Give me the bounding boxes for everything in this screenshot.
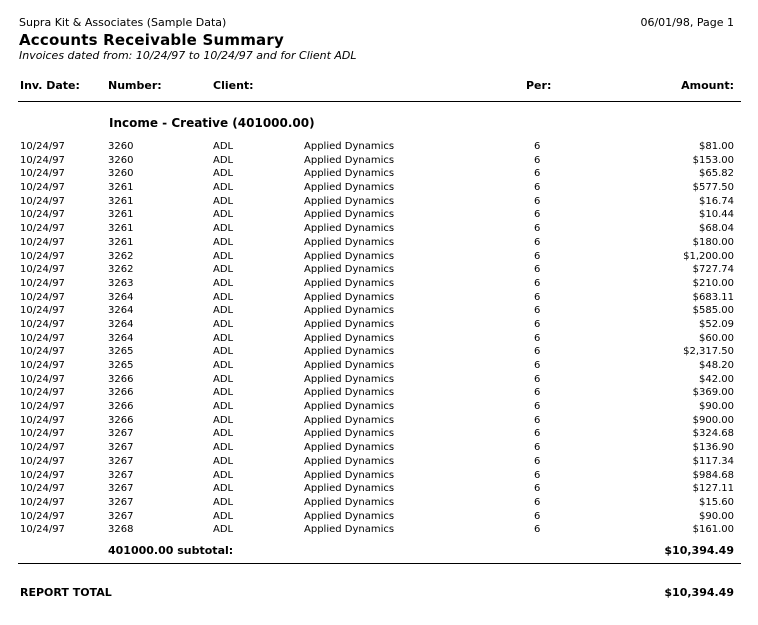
invoice-date: 10/24/97 <box>20 250 65 262</box>
client-name: Applied Dynamics <box>304 277 395 289</box>
client-code: ADL <box>213 209 234 221</box>
table-row <box>0 181 758 195</box>
client-code: ADL <box>213 264 234 276</box>
invoice-number: 3261 <box>108 223 134 235</box>
period: 6 <box>534 209 541 221</box>
invoice-number: 3260 <box>108 154 134 166</box>
invoice-amount: $1,200.00 <box>683 250 734 262</box>
table-row <box>0 400 758 414</box>
invoice-date: 10/24/97 <box>20 291 65 303</box>
invoice-number: 3266 <box>108 373 134 385</box>
invoice-amount: $727.74 <box>692 264 734 276</box>
table-row <box>0 236 758 250</box>
column-header-amount: Amount: <box>681 79 734 92</box>
invoice-date: 10/24/97 <box>20 305 65 317</box>
period: 6 <box>534 428 541 440</box>
client-code: ADL <box>213 401 234 413</box>
invoice-amount: $10.44 <box>699 209 734 221</box>
invoice-date: 10/24/97 <box>20 428 65 440</box>
client-code: ADL <box>213 291 234 303</box>
table-row <box>0 414 758 428</box>
client-name: Applied Dynamics <box>304 360 395 371</box>
invoice-amount: $127.11 <box>692 483 734 495</box>
invoice-date: 10/24/97 <box>20 483 65 495</box>
table-row <box>0 455 758 469</box>
subtotal-label: 401000.00 subtotal: <box>108 544 234 557</box>
client-name: Applied Dynamics <box>304 483 395 495</box>
table-row <box>0 496 758 510</box>
invoice-date: 10/24/97 <box>20 195 65 207</box>
client-name: Applied Dynamics <box>304 455 395 467</box>
invoice-amount: $42.00 <box>699 373 734 385</box>
client-name: Applied Dynamics <box>304 236 395 248</box>
period: 6 <box>534 373 541 385</box>
client-name: Applied Dynamics <box>304 182 395 194</box>
client-code: ADL <box>213 428 234 440</box>
client-code: ADL <box>213 154 234 166</box>
report-subtitle: Invoices dated from: 10/24/97 to 10/24/97 and for Client ADL <box>19 49 357 62</box>
client-name: Applied Dynamics <box>304 250 395 262</box>
client-name: Applied Dynamics <box>304 305 395 317</box>
invoice-date: 10/24/97 <box>20 442 65 454</box>
invoice-date: 10/24/97 <box>20 318 65 330</box>
client-name: Applied Dynamics <box>304 141 395 152</box>
invoice-date: 10/24/97 <box>20 168 65 180</box>
table-row <box>0 373 758 387</box>
client-code: ADL <box>213 250 234 262</box>
table-row <box>0 510 758 524</box>
invoice-number: 3264 <box>108 332 134 344</box>
table-row <box>0 277 758 291</box>
table-row <box>0 441 758 455</box>
invoice-number: 3260 <box>108 141 134 152</box>
period: 6 <box>534 360 541 371</box>
invoice-number: 3262 <box>108 264 134 276</box>
client-code: ADL <box>213 373 234 385</box>
invoice-number: 3261 <box>108 209 134 221</box>
client-name: Applied Dynamics <box>304 264 395 276</box>
invoice-amount: $900.00 <box>692 414 734 426</box>
invoice-number: 3264 <box>108 305 134 317</box>
invoice-date: 10/24/97 <box>20 277 65 289</box>
table-row <box>0 386 758 400</box>
invoice-amount: $68.04 <box>699 223 734 235</box>
client-code: ADL <box>213 305 234 317</box>
table-row <box>0 291 758 305</box>
client-name: Applied Dynamics <box>304 318 395 330</box>
client-code: ADL <box>213 442 234 454</box>
period: 6 <box>534 469 541 481</box>
client-name: Applied Dynamics <box>304 414 395 426</box>
invoice-date: 10/24/97 <box>20 209 65 221</box>
client-code: ADL <box>213 223 234 235</box>
invoice-date: 10/24/97 <box>20 141 65 152</box>
invoice-number: 3268 <box>108 524 134 536</box>
period: 6 <box>534 154 541 166</box>
client-name: Applied Dynamics <box>304 291 395 303</box>
invoice-date: 10/24/97 <box>20 510 65 522</box>
invoice-number: 3266 <box>108 414 134 426</box>
invoice-number: 3266 <box>108 401 134 413</box>
invoice-amount: $15.60 <box>699 496 734 508</box>
column-header-client: Client: <box>213 79 254 92</box>
client-name: Applied Dynamics <box>304 524 395 536</box>
period: 6 <box>534 496 541 508</box>
invoice-amount: $117.34 <box>692 455 734 467</box>
invoice-date: 10/24/97 <box>20 414 65 426</box>
invoice-amount: $161.00 <box>692 524 734 536</box>
client-code: ADL <box>213 182 234 194</box>
client-name: Applied Dynamics <box>304 496 395 508</box>
header-divider <box>18 101 741 102</box>
invoice-number: 3261 <box>108 195 134 207</box>
table-row <box>0 208 758 222</box>
period: 6 <box>534 401 541 413</box>
invoice-date: 10/24/97 <box>20 182 65 194</box>
client-code: ADL <box>213 510 234 522</box>
section-title: Income - Creative (401000.00) <box>109 116 315 130</box>
invoice-number: 3267 <box>108 442 134 454</box>
period: 6 <box>534 387 541 399</box>
invoice-number: 3267 <box>108 428 134 440</box>
period: 6 <box>534 455 541 467</box>
period: 6 <box>534 483 541 495</box>
invoice-date: 10/24/97 <box>20 264 65 276</box>
client-code: ADL <box>213 195 234 207</box>
invoice-amount: $90.00 <box>699 510 734 522</box>
client-code: ADL <box>213 387 234 399</box>
invoice-number: 3261 <box>108 236 134 248</box>
invoice-amount: $81.00 <box>699 141 734 152</box>
invoice-amount: $65.82 <box>699 168 734 180</box>
invoice-number: 3264 <box>108 291 134 303</box>
column-header-number: Number: <box>108 79 162 92</box>
invoice-date: 10/24/97 <box>20 455 65 467</box>
period: 6 <box>534 250 541 262</box>
client-name: Applied Dynamics <box>304 401 395 413</box>
client-code: ADL <box>213 360 234 371</box>
invoice-date: 10/24/97 <box>20 469 65 481</box>
invoice-amount: $52.09 <box>699 318 734 330</box>
invoice-date: 10/24/97 <box>20 223 65 235</box>
client-name: Applied Dynamics <box>304 195 395 207</box>
table-row <box>0 359 758 373</box>
period: 6 <box>534 332 541 344</box>
invoice-date: 10/24/97 <box>20 332 65 344</box>
table-row <box>0 482 758 496</box>
invoice-date: 10/24/97 <box>20 496 65 508</box>
client-code: ADL <box>213 332 234 344</box>
client-code: ADL <box>213 455 234 467</box>
table-row <box>0 332 758 346</box>
table-row <box>0 250 758 264</box>
invoice-amount: $60.00 <box>699 332 734 344</box>
invoice-amount: $324.68 <box>692 428 734 440</box>
table-row <box>0 263 758 277</box>
table-row <box>0 167 758 181</box>
invoice-date: 10/24/97 <box>20 360 65 371</box>
invoice-number: 3267 <box>108 469 134 481</box>
table-row <box>0 523 758 537</box>
client-code: ADL <box>213 524 234 536</box>
client-code: ADL <box>213 414 234 426</box>
client-code: ADL <box>213 318 234 330</box>
report-total-label: REPORT TOTAL <box>20 586 112 599</box>
invoice-number: 3261 <box>108 182 134 194</box>
period: 6 <box>534 524 541 536</box>
client-code: ADL <box>213 469 234 481</box>
client-name: Applied Dynamics <box>304 387 395 399</box>
invoice-number: 3260 <box>108 168 134 180</box>
invoice-date: 10/24/97 <box>20 346 65 358</box>
client-name: Applied Dynamics <box>304 510 395 522</box>
table-row <box>0 195 758 209</box>
period: 6 <box>534 510 541 522</box>
client-name: Applied Dynamics <box>304 373 395 385</box>
table-row <box>0 427 758 441</box>
report-title: Accounts Receivable Summary <box>19 31 284 49</box>
invoice-amount: $585.00 <box>692 305 734 317</box>
invoice-date: 10/24/97 <box>20 524 65 536</box>
invoice-amount: $136.90 <box>692 442 734 454</box>
period: 6 <box>534 414 541 426</box>
period: 6 <box>534 305 541 317</box>
invoice-amount: $90.00 <box>699 401 734 413</box>
client-name: Applied Dynamics <box>304 154 395 166</box>
invoice-table <box>0 140 758 537</box>
table-row <box>0 222 758 236</box>
invoice-amount: $48.20 <box>699 360 734 371</box>
table-row <box>0 140 758 154</box>
table-row <box>0 154 758 168</box>
client-name: Applied Dynamics <box>304 469 395 481</box>
invoice-amount: $180.00 <box>692 236 734 248</box>
invoice-amount: $984.68 <box>692 469 734 481</box>
invoice-amount: $577.50 <box>692 182 734 194</box>
period: 6 <box>534 141 541 152</box>
client-name: Applied Dynamics <box>304 332 395 344</box>
invoice-date: 10/24/97 <box>20 387 65 399</box>
invoice-number: 3265 <box>108 360 134 371</box>
invoice-date: 10/24/97 <box>20 401 65 413</box>
subtotal-amount: $10,394.49 <box>664 544 734 557</box>
column-header-date: Inv. Date: <box>20 79 80 92</box>
client-code: ADL <box>213 346 234 358</box>
invoice-date: 10/24/97 <box>20 236 65 248</box>
client-name: Applied Dynamics <box>304 209 395 221</box>
period: 6 <box>534 264 541 276</box>
period: 6 <box>534 442 541 454</box>
invoice-number: 3267 <box>108 483 134 495</box>
report-date-page: 06/01/98, Page 1 <box>640 16 734 29</box>
client-code: ADL <box>213 168 234 180</box>
column-header-per: Per: <box>526 79 552 92</box>
client-code: ADL <box>213 483 234 495</box>
invoice-amount: $683.11 <box>692 291 734 303</box>
company-name: Supra Kit & Associates (Sample Data) <box>19 16 227 29</box>
period: 6 <box>534 277 541 289</box>
client-code: ADL <box>213 236 234 248</box>
invoice-amount: $2,317.50 <box>683 346 734 358</box>
period: 6 <box>534 168 541 180</box>
client-name: Applied Dynamics <box>304 346 395 358</box>
invoice-amount: $369.00 <box>692 387 734 399</box>
invoice-number: 3267 <box>108 455 134 467</box>
invoice-number: 3267 <box>108 496 134 508</box>
table-row <box>0 469 758 483</box>
invoice-date: 10/24/97 <box>20 154 65 166</box>
period: 6 <box>534 223 541 235</box>
report-total-amount: $10,394.49 <box>664 586 734 599</box>
invoice-date: 10/24/97 <box>20 373 65 385</box>
client-name: Applied Dynamics <box>304 428 395 440</box>
client-name: Applied Dynamics <box>304 223 395 235</box>
period: 6 <box>534 346 541 358</box>
client-name: Applied Dynamics <box>304 442 395 454</box>
client-code: ADL <box>213 277 234 289</box>
client-name: Applied Dynamics <box>304 168 395 180</box>
invoice-amount: $153.00 <box>692 154 734 166</box>
invoice-number: 3262 <box>108 250 134 262</box>
period: 6 <box>534 291 541 303</box>
client-code: ADL <box>213 496 234 508</box>
invoice-number: 3265 <box>108 346 134 358</box>
invoice-number: 3266 <box>108 387 134 399</box>
period: 6 <box>534 236 541 248</box>
period: 6 <box>534 182 541 194</box>
invoice-number: 3267 <box>108 510 134 522</box>
table-row <box>0 304 758 318</box>
invoice-amount: $210.00 <box>692 277 734 289</box>
invoice-number: 3264 <box>108 318 134 330</box>
period: 6 <box>534 318 541 330</box>
invoice-number: 3263 <box>108 277 134 289</box>
client-code: ADL <box>213 141 234 152</box>
total-divider <box>18 563 741 564</box>
invoice-amount: $16.74 <box>699 195 734 207</box>
period: 6 <box>534 195 541 207</box>
table-row <box>0 318 758 332</box>
table-row <box>0 345 758 359</box>
